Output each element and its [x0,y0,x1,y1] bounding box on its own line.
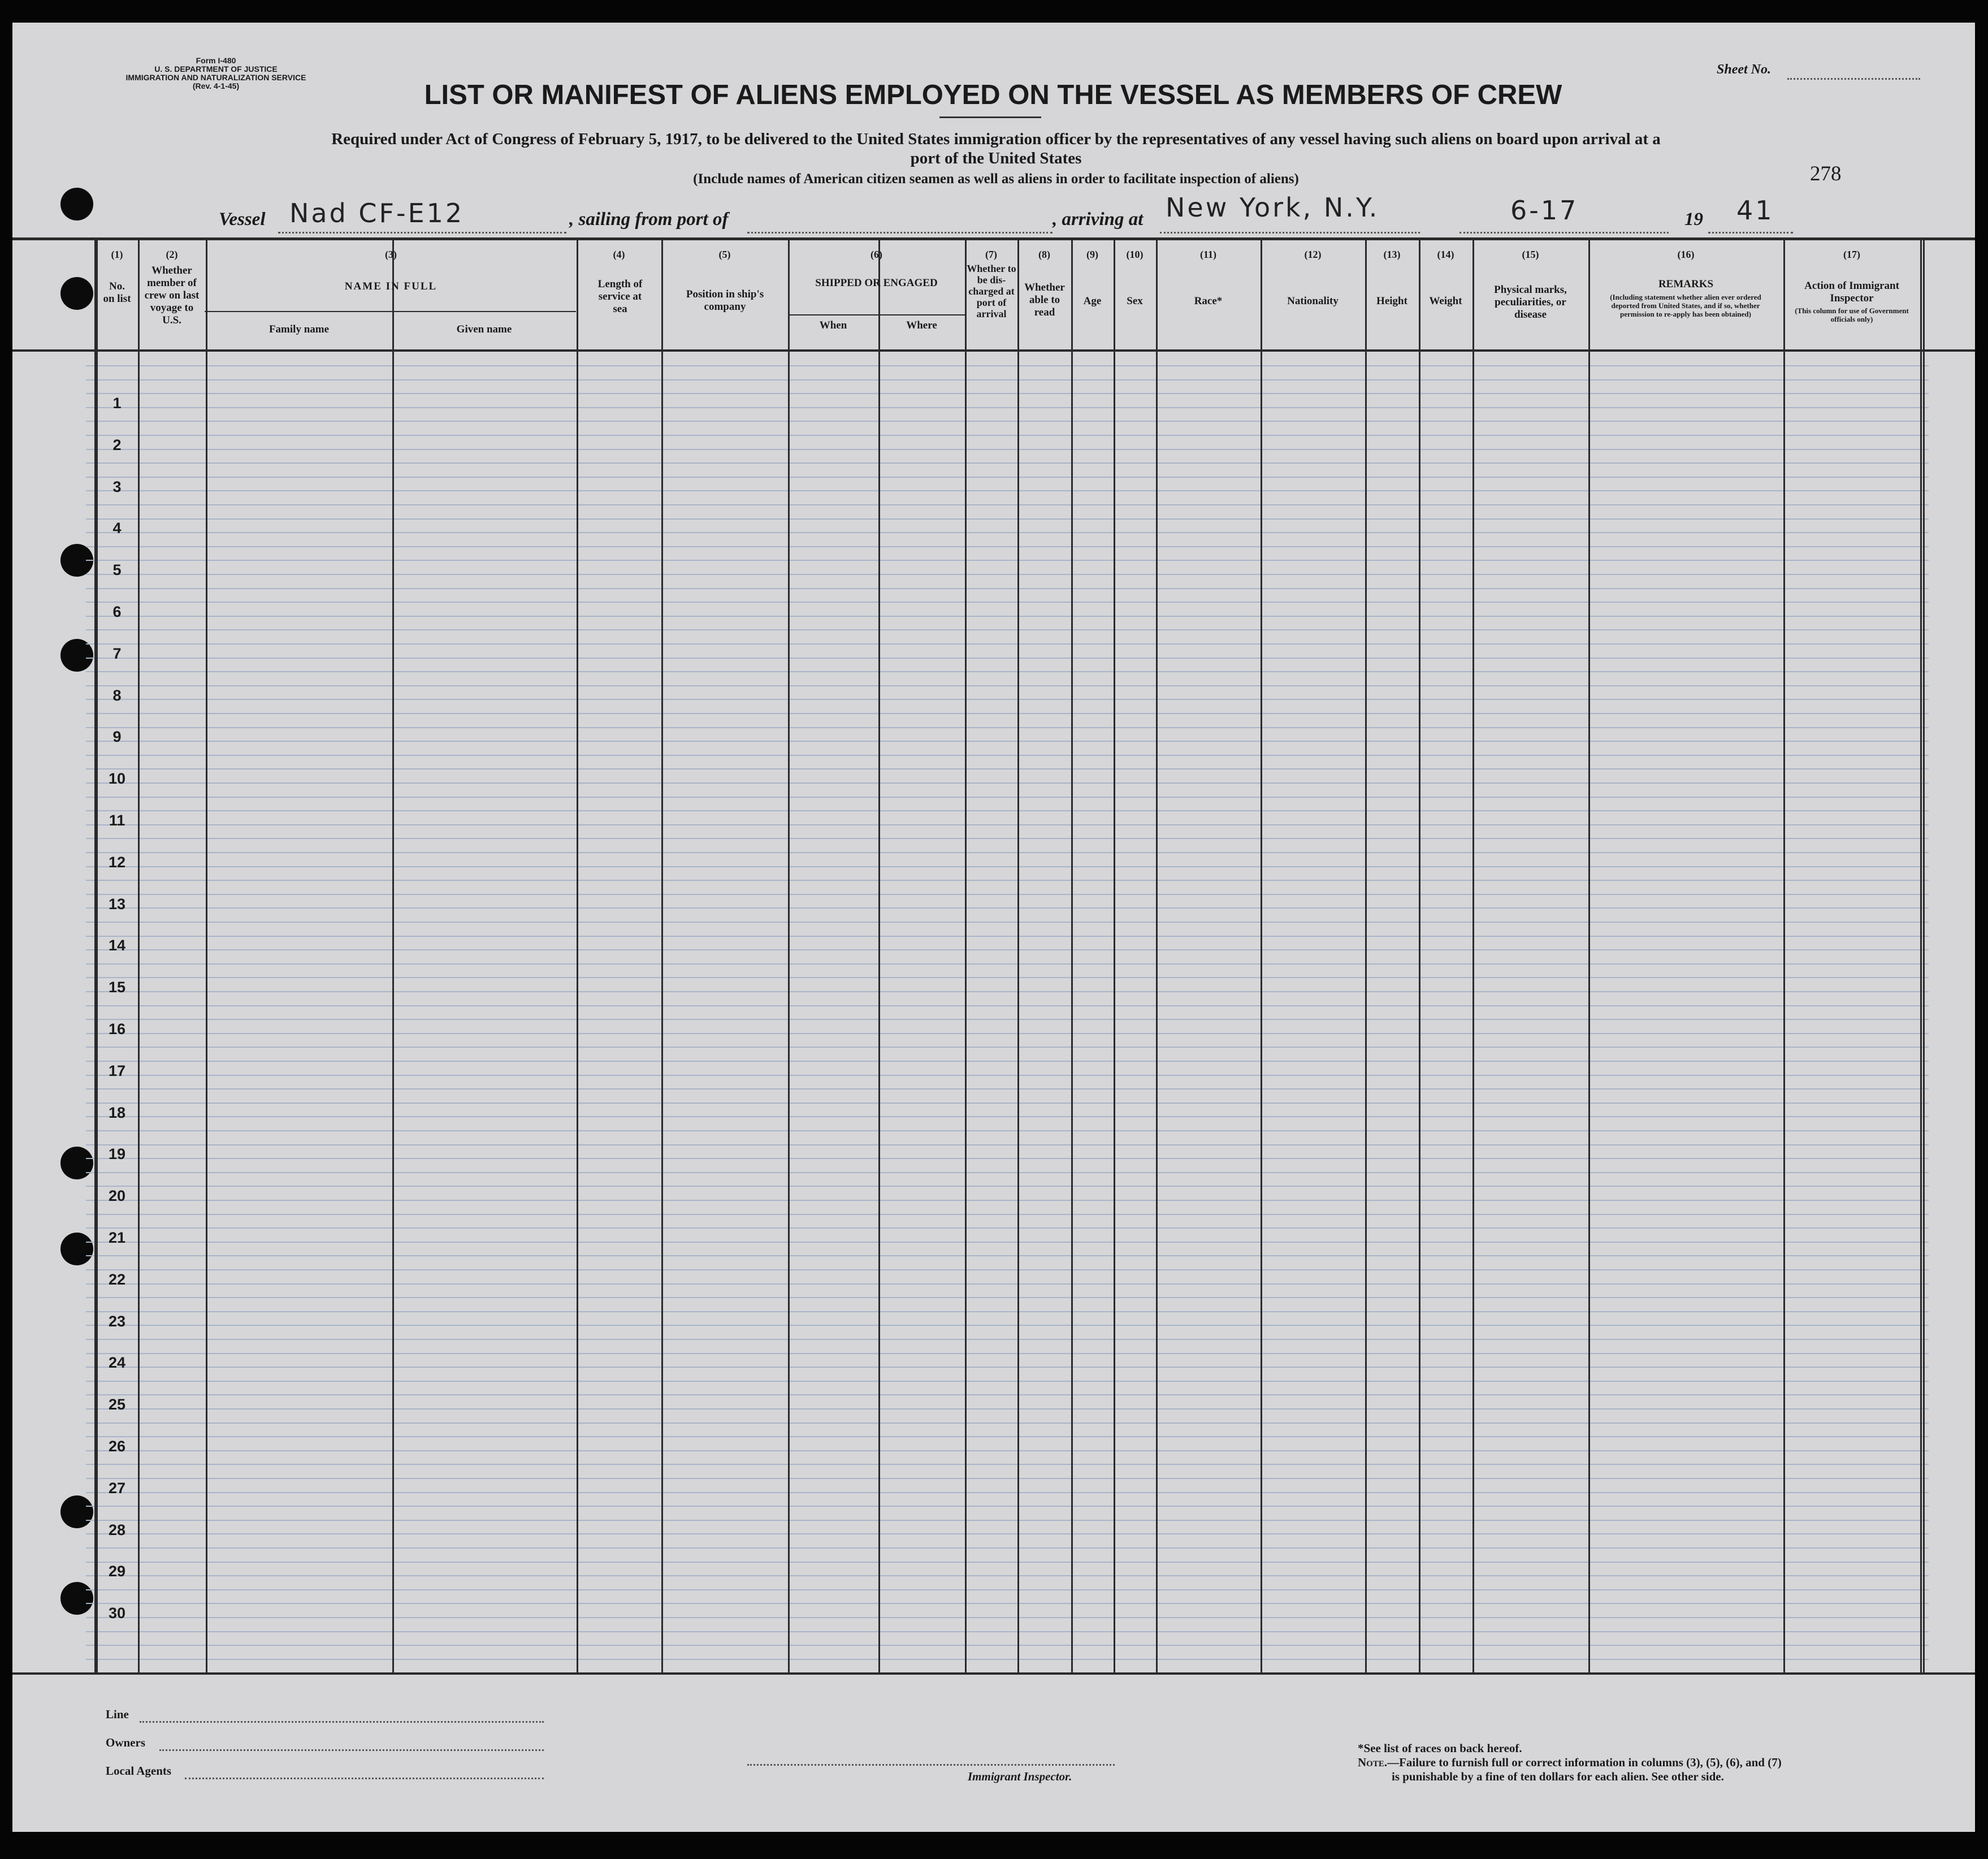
ruled-line [86,1353,1929,1354]
ruled-line [86,1075,1929,1076]
ruled-line [86,1575,1929,1576]
ruled-line [86,616,1929,617]
arriving-field [1160,232,1420,234]
year-field [1708,232,1793,234]
column-line [661,239,663,1674]
ruled-line [86,1436,1929,1437]
col-2-label: Whether member of crew on last voyage to U.S. [144,265,200,326]
ruled-line [86,741,1929,742]
ruled-line [86,1367,1929,1368]
col-16-label: REMARKS [1658,278,1714,290]
column-line [1920,239,1922,1674]
col-3-label: NAME IN FULL [344,280,438,292]
arriving-port: New York, N.Y. [1166,192,1380,223]
immigrant-inspector-label: Immigrant Inspector. [968,1770,1072,1783]
row-number: 25 [108,1396,126,1413]
ruled-line [86,1520,1929,1521]
ruled-line [86,560,1929,561]
col-10-number: (10) [1126,249,1144,260]
ruled-line [86,1645,1929,1646]
year-prefix: 19 [1684,209,1703,230]
ruled-line [86,1478,1929,1479]
ruled-line [86,852,1929,853]
ruled-line [86,1408,1929,1410]
ruled-line [86,1603,1929,1604]
row-number: 20 [108,1187,126,1204]
ruled-line [86,393,1929,394]
col-7-label: Whether to be dis-charged at port of arrival [967,263,1016,319]
column-line [206,239,207,1674]
col-14-label: Weight [1429,295,1462,307]
sailing-field [747,232,1053,234]
ruled-line [86,629,1929,630]
family-name-label: Family name [268,323,330,335]
punch-hole [60,277,93,310]
ruled-line [86,1242,1929,1243]
col-9-number: (9) [1086,249,1098,260]
col-17-label: Action of Immigrant Inspector [1804,280,1899,304]
col-13-number: (13) [1383,249,1401,260]
row-number: 14 [108,937,126,954]
ruled-line [86,532,1929,533]
ruled-line [86,365,1929,366]
ruled-line [86,1297,1929,1298]
punch-hole [60,1233,93,1265]
row-number: 8 [112,687,122,704]
ruled-line [86,1019,1929,1020]
col-4-label: Length of service at sea [597,278,643,315]
column-line [138,239,140,1674]
ruled-line [86,1227,1929,1229]
punch-hole [60,1147,93,1179]
ruled-line [86,504,1929,505]
form-dept: U. S. DEPARTMENT OF JUSTICE [154,64,278,74]
ruled-line [86,713,1929,714]
form-number: Form I-480 [196,56,236,65]
ruled-line [86,991,1929,992]
row-number: 4 [112,520,122,537]
ruled-line [86,1103,1929,1104]
row-number: 23 [108,1313,126,1330]
ruled-line [86,1394,1929,1395]
ruled-line [86,1325,1929,1326]
ruled-line [86,727,1929,728]
row-number: 24 [108,1354,126,1371]
ruled-line [86,462,1929,464]
col-11-number: (11) [1200,249,1216,260]
col-5-label: Position in ship's company [686,288,764,313]
form-block [109,57,323,90]
col-14-number: (14) [1437,249,1454,260]
column-line [577,239,578,1674]
ruled-line [86,755,1929,756]
penalty-note-2: is punishable by a fine of ten dollars for each alien. See other side. [1392,1770,1724,1783]
col-2-number: (2) [166,249,178,260]
shipped-subheader-line [788,314,965,315]
ruled-line [86,1533,1929,1534]
col-5-number: (5) [718,249,731,260]
ruled-line [86,1269,1929,1270]
ruled-line [86,407,1929,408]
ruled-line [86,546,1929,547]
ruled-line [86,768,1929,769]
ruled-line [86,1423,1929,1424]
ruled-line [86,574,1929,575]
col-13-label: Height [1376,295,1407,307]
row-number: 19 [108,1145,126,1162]
ruled-line [86,1631,1929,1632]
column-line [1114,239,1115,1674]
column-line [1588,239,1590,1674]
ruled-line [86,1144,1929,1145]
column-line [1156,239,1158,1674]
ruled-line [86,1033,1929,1034]
ruled-line [86,1116,1929,1117]
ruled-line [86,977,1929,978]
column-line [788,239,790,1674]
table-bottom-border [12,1672,1975,1675]
given-name-label: Given name [456,323,512,335]
sailing-label: , sailing from port of [569,209,729,230]
column-line [1071,239,1073,1674]
ruled-line [86,838,1929,839]
ruled-line [86,922,1929,923]
row-number: 15 [108,979,126,996]
ruled-line [86,658,1929,659]
ruled-line [86,963,1929,965]
ruled-line [86,588,1929,589]
ruled-line [86,1659,1929,1660]
ruled-line [86,1547,1929,1549]
ruled-line [86,949,1929,950]
col-6-number: (6) [870,249,882,260]
row-number: 22 [108,1271,126,1288]
col-7-number: (7) [985,249,997,260]
col-15-number: (15) [1522,249,1539,260]
column-line [392,239,394,1674]
ruled-line [86,449,1929,450]
row-number: 12 [108,854,126,871]
row-number: 7 [112,645,122,662]
column-line [1261,239,1262,1674]
row-number: 2 [112,436,122,453]
column-line [1365,239,1367,1674]
local-agents-label: Local Agents [106,1764,172,1778]
line-field [140,1721,544,1723]
column-line [878,239,880,1674]
row-number: 29 [108,1563,126,1580]
penalty-note [1358,1756,1782,1770]
stamp-number: 278 [1810,162,1842,185]
line-label: Line [106,1707,129,1721]
ruled-line [86,1047,1929,1048]
manifest-sheet [12,23,1975,1832]
ruled-line [86,518,1929,520]
ruled-line [86,671,1929,672]
ruled-line [86,1381,1929,1382]
subtitle-line-2: port of the United States [910,149,1082,167]
row-number: 28 [108,1521,126,1538]
ruled-line [86,936,1929,937]
ruled-line [86,421,1929,422]
title-underline [939,116,1041,118]
row-number: 5 [112,561,122,578]
row-number: 30 [108,1605,126,1622]
row-number: 26 [108,1438,126,1455]
ruled-line [86,782,1929,784]
col-4-number: (4) [613,249,625,260]
ruled-line [86,435,1929,436]
arriving-label: , arriving at [1053,209,1144,230]
subtitle-line-3: (Include names of American citizen seamen as well as aliens in order to facilitate inspection of aliens) [693,171,1299,187]
ruled-line [86,824,1929,825]
col-11-label: Race* [1194,295,1223,307]
ruled-line [86,880,1929,881]
ruled-line [86,699,1929,700]
ruled-line [86,1158,1929,1159]
ruled-line [86,907,1929,909]
subtitle-line-1: Required under Act of Congress of February 5, 1917, to be delivered to the United States immigration officer by the representatives of any vessel having such aliens on board upon arrival at a [331,130,1661,148]
row-number: 17 [108,1062,126,1079]
ruled-line [86,866,1929,867]
ruled-line [86,810,1929,811]
ruled-line [86,1005,1929,1006]
form-service: IMMIGRATION AND NATURALIZATION SERVICE [125,73,306,82]
page-title: LIST OR MANIFEST OF ALIENS EMPLOYED ON THE VESSEL AS MEMBERS OF CREW [424,80,1562,110]
shipped-where-label: Where [906,319,937,331]
row-number: 9 [112,728,122,745]
col-1-number: (1) [111,249,123,260]
column-line [1419,239,1420,1674]
punch-hole [60,1495,93,1528]
ruled-line [86,1214,1929,1215]
ruled-line [86,1088,1929,1090]
header-bottom-border [12,349,1975,352]
ruled-line [86,1562,1929,1563]
ruled-line [86,1492,1929,1493]
ruled-line [86,1283,1929,1285]
local-agents-field [185,1778,544,1779]
row-number: 3 [112,478,122,495]
ruled-line [86,685,1929,686]
punch-hole [60,188,93,221]
row-number: 6 [112,603,122,620]
sheet-no-field [1787,78,1920,80]
ruled-line [86,1130,1929,1131]
ruled-line [86,1450,1929,1451]
ruled-line [86,1061,1929,1062]
col-8-label: Whether able to read [1024,282,1065,318]
ruled-line [86,1506,1929,1507]
col-17-number: (17) [1843,249,1860,260]
row-number: 10 [108,770,126,787]
ruled-line [86,894,1929,895]
shipped-when-label: When [819,319,847,331]
ruled-line [86,1339,1929,1340]
col-3-number: (3) [385,249,397,260]
owners-field [159,1749,544,1751]
ruled-line [86,1311,1929,1312]
col-1-label: No. on list [103,280,131,305]
row-number: 13 [108,896,126,913]
row-number: 16 [108,1021,126,1037]
column-line [1783,239,1785,1674]
form-rev: (Rev. 4-1-45) [192,81,240,90]
col-8-number: (8) [1038,249,1050,260]
row-number: 27 [108,1480,126,1497]
col-12-label: Nationality [1287,295,1339,307]
ruled-line [86,1186,1929,1187]
note-text: —Failure to furnish full or correct information in columns (3), (5), (6), and (7) [1387,1756,1782,1769]
ruled-line [86,1172,1929,1173]
vessel-name: Nad CF-E12 [289,198,465,228]
row-number: 11 [109,812,125,829]
ruled-line [86,379,1929,381]
row-number: 1 [112,395,122,412]
col-16-note: (Including statement whether alien ever ordered deported from United States, and if so, whether permission to re-apply has been obtained) [1610,293,1761,318]
ruled-line [86,1464,1929,1465]
punch-hole [60,1582,93,1615]
column-line [1472,239,1474,1674]
inspector-signature-line [747,1764,1115,1766]
date-field [1459,232,1669,234]
ruled-line [86,643,1929,645]
col-12-number: (12) [1304,249,1322,260]
col-10-label: Sex [1127,295,1143,307]
row-number: 21 [108,1229,126,1246]
sheet-no-label: Sheet No. [1717,62,1771,77]
column-line [965,239,967,1674]
col-17-note: (This column for use of Government officials only) [1795,306,1909,323]
races-note: *See list of races on back hereof. [1358,1741,1522,1755]
column-line [1923,239,1925,1674]
col-6-label: SHIPPED OR ENGAGED [815,277,938,289]
ruled-line [86,1255,1929,1256]
note-label: Note. [1358,1756,1388,1769]
table-top-border [12,237,1975,240]
ruled-line [86,477,1929,478]
col-15-label: Physical marks, peculiarities, or disease [1494,284,1567,321]
arrival-date: 6-17 [1510,195,1579,226]
column-line [1017,239,1019,1674]
ruled-line [86,1589,1929,1590]
ruled-line [86,1617,1929,1618]
col-16-number: (16) [1677,249,1695,260]
ruled-line [86,1200,1929,1201]
arrival-year: 41 [1736,195,1774,226]
vessel-label: Vessel [219,209,266,230]
ruled-line [86,490,1929,491]
vessel-field [278,232,566,234]
owners-label: Owners [106,1736,145,1749]
name-subheader-line [205,311,576,312]
row-number: 18 [108,1104,126,1121]
col-9-label: Age [1083,295,1102,307]
ruled-line [86,602,1929,603]
ruled-line [86,797,1929,798]
